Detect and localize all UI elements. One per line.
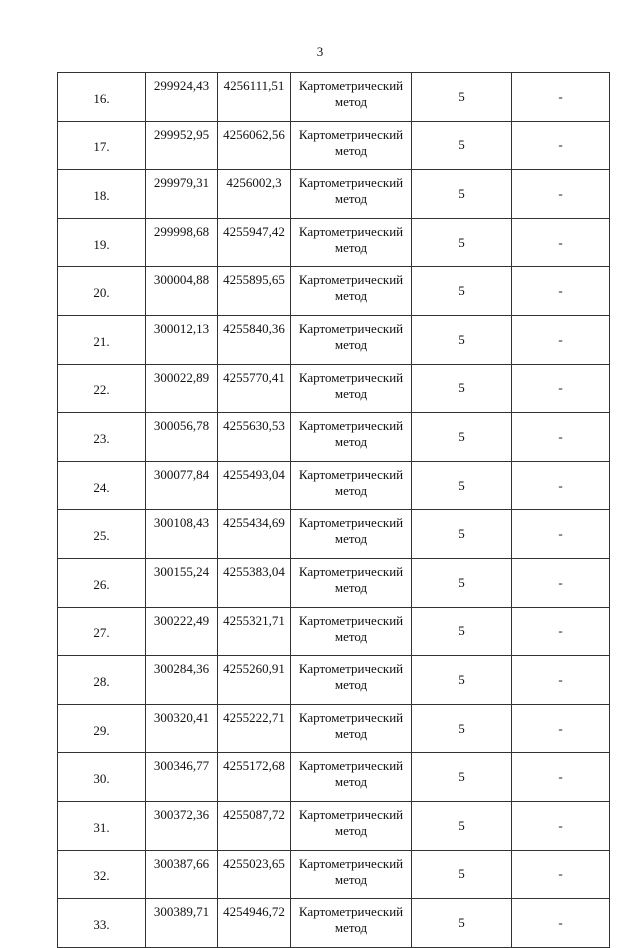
table-row	[58, 364, 610, 413]
note-cell: -	[512, 121, 610, 170]
method-line-2: метод	[334, 239, 368, 255]
x-coordinate-cell: 299952,95	[146, 121, 218, 170]
method-line-2: метод	[334, 288, 368, 304]
accuracy-cell: 5	[412, 801, 512, 850]
point-number-cell: 16.	[58, 73, 146, 122]
accuracy-cell: 5	[412, 656, 512, 705]
method-line-1: Картометрический	[298, 709, 404, 725]
point-number-cell: 25.	[58, 510, 146, 559]
table-row	[58, 704, 610, 753]
y-coordinate-cell: 4255895,65	[218, 267, 291, 316]
coordinates-table	[57, 72, 610, 948]
method-line-1: Картометрический	[298, 320, 404, 336]
note-cell: -	[512, 850, 610, 899]
method-cell	[291, 73, 412, 122]
y-coordinate-cell: 4255172,68	[218, 753, 291, 802]
method-line-1: Картометрический	[298, 612, 404, 628]
point-number-cell: 22.	[58, 364, 146, 413]
note-cell: -	[512, 267, 610, 316]
table-row	[58, 170, 610, 219]
note-cell: -	[512, 753, 610, 802]
method-cell	[291, 704, 412, 753]
table-row	[58, 121, 610, 170]
x-coordinate-cell: 300056,78	[146, 413, 218, 462]
y-coordinate-cell: 4255260,91	[218, 656, 291, 705]
x-coordinate-cell: 300012,13	[146, 315, 218, 364]
method-cell	[291, 364, 412, 413]
note-cell: -	[512, 558, 610, 607]
accuracy-cell: 5	[412, 558, 512, 607]
accuracy-cell: 5	[412, 121, 512, 170]
accuracy-cell: 5	[412, 267, 512, 316]
accuracy-cell: 5	[412, 315, 512, 364]
y-coordinate-cell: 4254946,72	[218, 899, 291, 948]
point-number-cell: 21.	[58, 315, 146, 364]
method-line-1: Картометрический	[298, 904, 404, 920]
table-row	[58, 558, 610, 607]
accuracy-cell: 5	[412, 73, 512, 122]
accuracy-cell: 5	[412, 170, 512, 219]
method-cell	[291, 801, 412, 850]
x-coordinate-cell: 300284,36	[146, 656, 218, 705]
x-coordinate-cell: 300155,24	[146, 558, 218, 607]
note-cell: -	[512, 801, 610, 850]
y-coordinate-cell: 4255023,65	[218, 850, 291, 899]
method-cell	[291, 218, 412, 267]
x-coordinate-cell: 300108,43	[146, 510, 218, 559]
x-coordinate-cell: 300372,36	[146, 801, 218, 850]
method-line-1: Картометрический	[298, 563, 404, 579]
point-number-cell: 28.	[58, 656, 146, 705]
method-cell	[291, 461, 412, 510]
x-coordinate-cell: 300320,41	[146, 704, 218, 753]
accuracy-cell: 5	[412, 753, 512, 802]
note-cell: -	[512, 510, 610, 559]
method-cell	[291, 510, 412, 559]
method-cell	[291, 899, 412, 948]
note-cell: -	[512, 607, 610, 656]
table-row	[58, 607, 610, 656]
y-coordinate-cell: 4255087,72	[218, 801, 291, 850]
method-line-2: метод	[334, 725, 368, 741]
accuracy-cell: 5	[412, 413, 512, 462]
table-row	[58, 656, 610, 705]
y-coordinate-cell: 4256002,3	[218, 170, 291, 219]
method-line-1: Картометрический	[298, 369, 404, 385]
point-number-cell: 17.	[58, 121, 146, 170]
y-coordinate-cell: 4255383,04	[218, 558, 291, 607]
y-coordinate-cell: 4255493,04	[218, 461, 291, 510]
point-number-cell: 27.	[58, 607, 146, 656]
note-cell: -	[512, 315, 610, 364]
method-line-1: Картометрический	[298, 126, 404, 142]
method-line-2: метод	[334, 628, 368, 644]
method-cell	[291, 753, 412, 802]
method-line-1: Картометрический	[298, 223, 404, 239]
method-line-1: Картометрический	[298, 78, 404, 93]
y-coordinate-cell: 4255770,41	[218, 364, 291, 413]
note-cell: -	[512, 364, 610, 413]
x-coordinate-cell: 300222,49	[146, 607, 218, 656]
y-coordinate-cell: 4256062,56	[218, 121, 291, 170]
method-line-2: метод	[334, 482, 368, 498]
method-line-2: метод	[334, 94, 368, 109]
method-line-2: метод	[334, 531, 368, 547]
method-line-2: метод	[334, 142, 368, 158]
table-row	[58, 218, 610, 267]
x-coordinate-cell: 299979,31	[146, 170, 218, 219]
accuracy-cell: 5	[412, 510, 512, 559]
accuracy-cell: 5	[412, 607, 512, 656]
accuracy-cell: 5	[412, 218, 512, 267]
y-coordinate-cell: 4255434,69	[218, 510, 291, 559]
method-line-1: Картометрический	[298, 272, 404, 288]
x-coordinate-cell: 300389,71	[146, 899, 218, 948]
accuracy-cell: 5	[412, 704, 512, 753]
method-cell	[291, 850, 412, 899]
note-cell: -	[512, 170, 610, 219]
method-line-1: Картометрический	[298, 758, 404, 774]
point-number-cell: 29.	[58, 704, 146, 753]
note-cell: -	[512, 656, 610, 705]
note-cell: -	[512, 73, 610, 122]
point-number-cell: 23.	[58, 413, 146, 462]
point-number-cell: 30.	[58, 753, 146, 802]
method-line-1: Картометрический	[298, 661, 404, 677]
note-cell: -	[512, 899, 610, 948]
y-coordinate-cell: 4255630,53	[218, 413, 291, 462]
method-line-2: метод	[334, 434, 368, 450]
table-row	[58, 413, 610, 462]
method-line-2: метод	[334, 191, 368, 207]
point-number-cell: 32.	[58, 850, 146, 899]
table-row	[58, 510, 610, 559]
accuracy-cell: 5	[412, 461, 512, 510]
page-number: 3	[316, 44, 324, 59]
point-number-cell: 20.	[58, 267, 146, 316]
table-row	[58, 461, 610, 510]
method-cell	[291, 267, 412, 316]
y-coordinate-cell: 4255947,42	[218, 218, 291, 267]
coordinates-table-body	[58, 73, 610, 948]
note-cell: -	[512, 413, 610, 462]
method-cell	[291, 121, 412, 170]
point-number-cell: 19.	[58, 218, 146, 267]
x-coordinate-cell: 300077,84	[146, 461, 218, 510]
table-row	[58, 315, 610, 364]
method-line-2: метод	[334, 774, 368, 790]
method-cell	[291, 656, 412, 705]
table-row	[58, 267, 610, 316]
method-line-2: метод	[334, 579, 368, 595]
accuracy-cell: 5	[412, 850, 512, 899]
method-line-1: Картометрический	[298, 175, 404, 191]
method-line-2: метод	[334, 822, 368, 838]
y-coordinate-cell: 4256111,51	[218, 73, 291, 122]
x-coordinate-cell: 299924,43	[146, 73, 218, 122]
method-cell	[291, 558, 412, 607]
note-cell: -	[512, 218, 610, 267]
table-row	[58, 899, 610, 948]
method-line-2: метод	[334, 871, 368, 887]
table-row	[58, 73, 610, 122]
x-coordinate-cell: 300004,88	[146, 267, 218, 316]
method-line-1: Картометрический	[298, 806, 404, 822]
table-row	[58, 801, 610, 850]
note-cell: -	[512, 704, 610, 753]
point-number-cell: 24.	[58, 461, 146, 510]
method-line-1: Картометрический	[298, 418, 404, 434]
method-cell	[291, 170, 412, 219]
method-line-2: метод	[334, 677, 368, 693]
method-line-2: метод	[334, 336, 368, 352]
point-number-cell: 18.	[58, 170, 146, 219]
point-number-cell: 26.	[58, 558, 146, 607]
point-number-cell: 33.	[58, 899, 146, 948]
table-row	[58, 753, 610, 802]
x-coordinate-cell: 300346,77	[146, 753, 218, 802]
y-coordinate-cell: 4255222,71	[218, 704, 291, 753]
y-coordinate-cell: 4255321,71	[218, 607, 291, 656]
method-cell	[291, 315, 412, 364]
x-coordinate-cell: 300022,89	[146, 364, 218, 413]
method-line-2: метод	[334, 920, 368, 936]
method-line-2: метод	[334, 385, 368, 401]
method-line-1: Картометрический	[298, 515, 404, 531]
accuracy-cell: 5	[412, 364, 512, 413]
y-coordinate-cell: 4255840,36	[218, 315, 291, 364]
method-cell	[291, 607, 412, 656]
table-row	[58, 850, 610, 899]
method-line-1: Картометрический	[298, 466, 404, 482]
point-number-cell: 31.	[58, 801, 146, 850]
note-cell: -	[512, 461, 610, 510]
x-coordinate-cell: 299998,68	[146, 218, 218, 267]
method-cell	[291, 413, 412, 462]
x-coordinate-cell: 300387,66	[146, 850, 218, 899]
method-line-1: Картометрический	[298, 855, 404, 871]
accuracy-cell: 5	[412, 899, 512, 948]
